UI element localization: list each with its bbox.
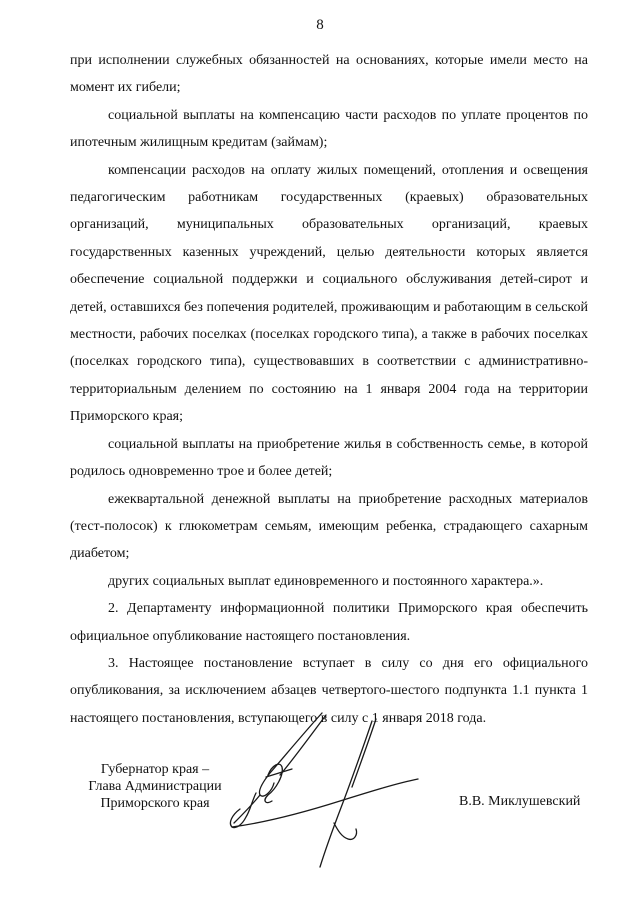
signatory-name: В.В. Миклушевский	[459, 794, 581, 809]
document-body	[70, 47, 588, 732]
paragraph: компенсации расходов на оплату жилых помещений, отопления и освещения педагогическим работникам государственных (краевых) образовательных организаций, муниципальных образовательных организаций, краевых государственных казенных учреждений, целью деятельности которых является обеспечение социальной поддержки и социального обслуживания детей-сирот и детей, оставшихся без попечения родителей, проживающим и работающим в сельской местности, рабочих поселках (поселках городского типа), а также в рабочих поселках (поселках городского типа), существовавших в соответствии с административно-территориальным делением по состоянию на 1 января 2004 года на территории Приморского края;	[70, 162, 588, 425]
paragraph: социальной выплаты на компенсацию части расходов по уплате процентов по ипотечным жилищным кредитам (займам);	[70, 107, 588, 151]
paragraph: ежеквартальной денежной выплаты на приобретение расходных материалов (тест-полосок) к глюкометрам семьям, имеющим ребенка, страдающего сахарным диабетом;	[70, 491, 588, 562]
page-number: 8	[316, 17, 324, 33]
paragraph: социальной выплаты на приобретение жилья в собственность семье, в которой родилось одновременно трое и более детей;	[70, 436, 588, 480]
paragraph: 2. Департаменту информационной политики Приморского края обеспечить официальное опубликование настоящего постановления.	[70, 601, 588, 644]
handwritten-signature	[222, 705, 462, 880]
signatory-title	[80, 761, 230, 812]
paragraph: 3. Настоящее постановление вступает в силу со дня его официального опубликования, за исключением абзацев четвертого-шестого подпункта 1.1 пункта 1 настоящего постановления, вступающего в силу с 1 января 2018 года.	[70, 655, 588, 726]
paragraph: других социальных выплат единовременного и постоянного характера.».	[108, 573, 544, 589]
signatory-title-line: Губернатор края –	[100, 762, 210, 777]
signatory-title-line: Глава Администрации	[88, 779, 222, 794]
paragraph: при исполнении служебных обязанностей на основаниях, которые имели место на момент их гибели;	[70, 53, 588, 96]
signatory-title-line: Приморского края	[100, 796, 210, 811]
